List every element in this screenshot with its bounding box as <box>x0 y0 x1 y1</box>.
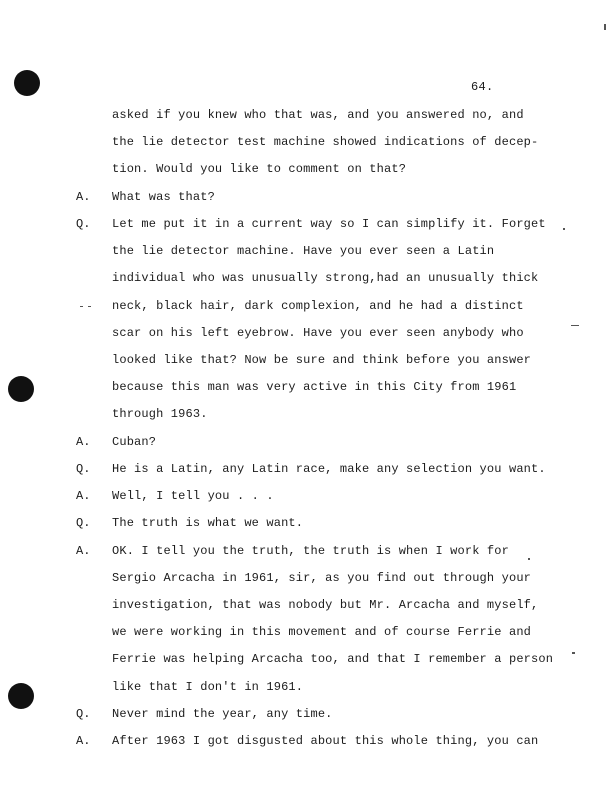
transcript-line: Let me put it in a current way so I can simplify it. Forget <box>112 217 546 231</box>
transcript-line: scar on his left eyebrow. Have you ever seen anybody who <box>112 326 524 340</box>
page-number: 64. <box>471 80 494 94</box>
speaker-label: Q. <box>76 707 91 721</box>
scan-speck <box>528 558 530 560</box>
speaker-label: A. <box>76 435 91 449</box>
punch-hole-middle <box>8 376 34 402</box>
speaker-label: Q. <box>76 217 91 231</box>
speaker-label: Q. <box>76 462 91 476</box>
transcript-line: tion. Would you like to comment on that? <box>112 162 407 176</box>
speaker-label: Q. <box>76 516 91 530</box>
speaker-label: A. <box>76 734 91 748</box>
transcript-line: Ferrie was helping Arcacha too, and that I remember a person <box>112 652 554 666</box>
speaker-label: A. <box>76 190 91 204</box>
transcript-line: because this man was very active in this City from 1961 <box>112 380 517 394</box>
transcript-line: He is a Latin, any Latin race, make any selection you want. <box>112 462 546 476</box>
transcript-line: neck, black hair, dark complexion, and he had a distinct <box>112 299 524 313</box>
speaker-label: A. <box>76 489 91 503</box>
transcript-line: individual who was unusually strong,had an unusually thick <box>112 271 539 285</box>
transcript-line: we were working in this movement and of course Ferrie and <box>112 625 532 639</box>
punch-hole-bottom <box>8 683 34 709</box>
transcript-line: Never mind the year, any time. <box>112 707 333 721</box>
transcript-line: through 1963. <box>112 407 208 421</box>
transcript-line: looked like that? Now be sure and think before you answer <box>112 353 532 367</box>
scan-speck <box>88 306 91 307</box>
speaker-label: A. <box>76 544 91 558</box>
scan-speck <box>604 24 606 30</box>
scan-speck <box>572 652 575 654</box>
scan-speck <box>571 325 579 326</box>
transcript-line: Cuban? <box>112 435 157 449</box>
transcript-line: Sergio Arcacha in 1961, sir, as you find out through your <box>112 571 532 585</box>
transcript-line: like that I don't in 1961. <box>112 680 304 694</box>
transcript-line: asked if you knew who that was, and you answered no, and <box>112 108 524 122</box>
transcript-line: The truth is what we want. <box>112 516 304 530</box>
transcript-line: What was that? <box>112 190 215 204</box>
transcript-line: After 1963 I got disgusted about this whole thing, you can <box>112 734 539 748</box>
transcript-line: OK. I tell you the truth, the truth is when I work for <box>112 544 509 558</box>
punch-hole-top <box>14 70 40 96</box>
transcript-line: the lie detector machine. Have you ever seen a Latin <box>112 244 495 258</box>
scan-speck <box>563 228 565 230</box>
transcript-line: investigation, that was nobody but Mr. Arcacha and myself, <box>112 598 539 612</box>
transcript-line: the lie detector test machine showed indications of decep- <box>112 135 539 149</box>
scan-speck <box>80 306 83 307</box>
transcript-line: Well, I tell you . . . <box>112 489 274 503</box>
